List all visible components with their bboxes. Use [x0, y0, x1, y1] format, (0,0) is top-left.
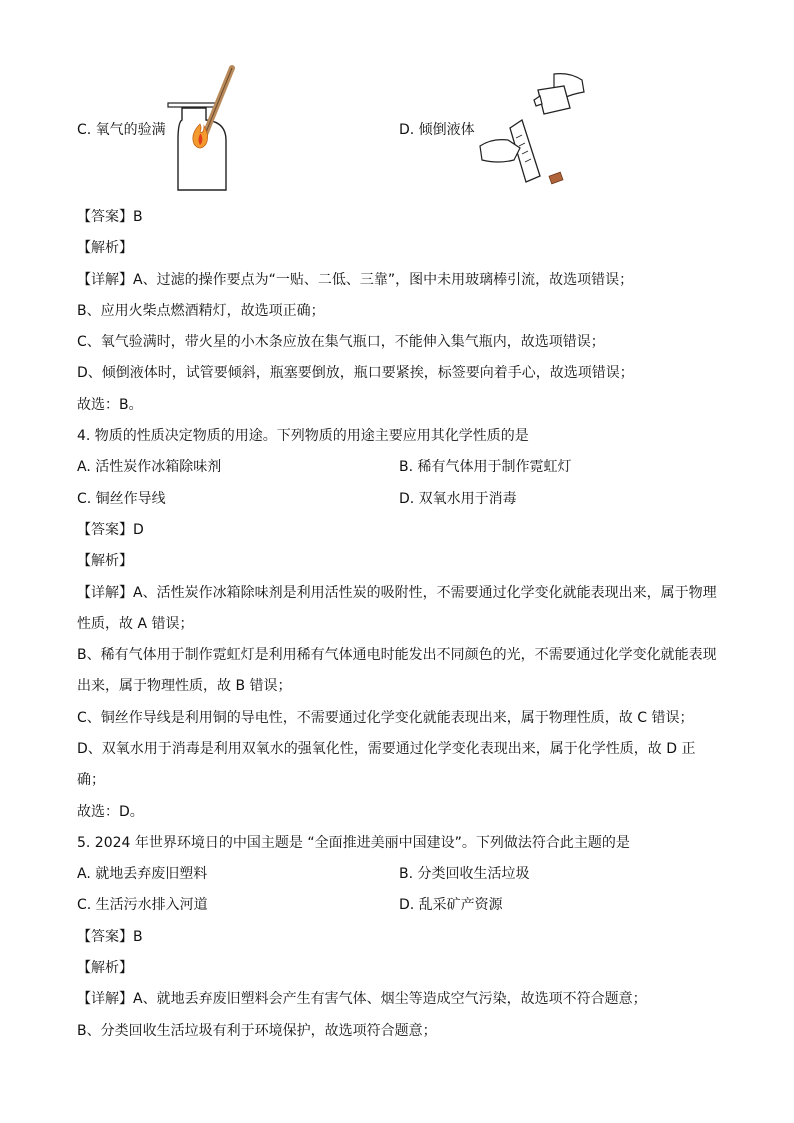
q4-option-d: D. 双氧水用于消毒 — [399, 491, 517, 507]
q4-detail-4a: D、双氧水用于消毒是利用双氧水的强氧化性，需要通过化学变化表现出来，属于化学性质，故 D 正 — [77, 741, 696, 757]
q4-conclusion: 故选：D。 — [77, 804, 144, 820]
q4-stem: 4. 物质的性质决定物质的用途。下列物质的用途主要应用其化学性质的是 — [77, 428, 529, 444]
q5-option-a: A. 就地丢弃废旧塑料 — [77, 866, 208, 882]
q4-detail-2a: B、稀有气体用于制作霓虹灯是利用稀有气体通电时能发出不同颜色的光，不需要通过化学变化就能表现 — [77, 647, 717, 663]
q3-answer: 【答案】B — [77, 209, 143, 225]
q3-detail-4: D、倾倒液体时，试管要倾斜，瓶塞要倒放，瓶口要紧挨，标签要向着手心，故选项错误； — [77, 365, 634, 381]
q4-detail-3: C、铜丝作导线是利用铜的导电性，不需要通过化学变化就能表现出来，属于物理性质，故 C 错误； — [77, 710, 694, 726]
q4-detail-4b: 确； — [77, 772, 105, 788]
oxygen-test-figure — [160, 62, 240, 194]
q5-option-d: D. 乱采矿产资源 — [399, 897, 503, 913]
q3-detail-3: C、氧气验满时，带火星的小木条应放在集气瓶口，不能伸入集气瓶内，故选项错误； — [77, 334, 605, 350]
q5-analysis-heading: 【解析】 — [77, 960, 133, 976]
q5-option-b: B. 分类回收生活垃圾 — [399, 866, 530, 882]
q4-option-a: A. 活性炭作冰箱除味剂 — [77, 459, 222, 475]
q4-answer: 【答案】D — [77, 522, 144, 538]
q5-detail-1: 【详解】A、就地丢弃废旧塑料会产生有害气体、烟尘等造成空气污染，故选项不符合题意； — [77, 991, 647, 1007]
q3-detail-2: B、应用火柴点燃酒精灯，故选项正确； — [77, 303, 325, 319]
q5-detail-2: B、分类回收生活垃圾有利于环境保护，故选项符合题意； — [77, 1023, 437, 1039]
option-c-figure-label: C. 氧气的验满 — [77, 122, 166, 138]
pouring-liquid-figure — [478, 68, 590, 192]
q5-answer: 【答案】B — [77, 929, 143, 945]
option-d-figure-label: D. 倾倒液体 — [399, 122, 475, 138]
q4-detail-1a: 【详解】A、活性炭作冰箱除味剂是利用活性炭的吸附性，不需要通过化学变化就能表现出来，属于物理 — [77, 585, 717, 601]
q4-option-b: B. 稀有气体用于制作霓虹灯 — [399, 459, 572, 475]
q4-detail-2b: 出来，属于物理性质，故 B 错误； — [77, 678, 292, 694]
q4-option-c: C. 铜丝作导线 — [77, 491, 166, 507]
q5-stem: 5. 2024 年世界环境日的中国主题是 “全面推进美丽中国建设”。下列做法符合此主题的是 — [77, 835, 630, 851]
q3-detail-1: 【详解】A、过滤的操作要点为“一贴、二低、三靠”，图中未用玻璃棒引流，故选项错误； — [77, 272, 634, 288]
q4-analysis-heading: 【解析】 — [77, 553, 133, 569]
q5-option-c: C. 生活污水排入河道 — [77, 897, 208, 913]
q3-analysis-heading: 【解析】 — [77, 240, 133, 256]
q4-detail-1b: 性质，故 A 错误； — [77, 616, 194, 632]
q3-conclusion: 故选：B。 — [77, 397, 143, 413]
